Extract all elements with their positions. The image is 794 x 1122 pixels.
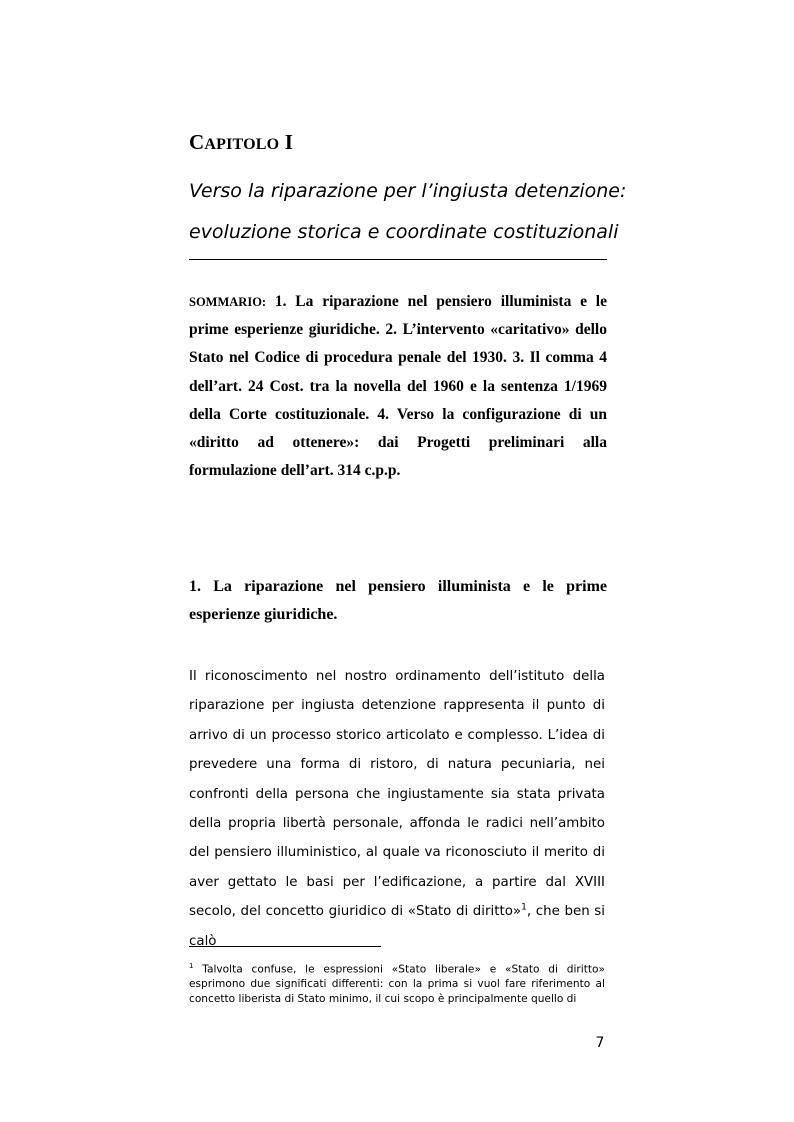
title-divider: [189, 259, 607, 260]
summary-text: 1. La riparazione nel pensiero illuminista e le prime esperienze giuridiche. 2. L’intervento «caritativo» dello Stato nel Codice di procedura penale del 1930. 3. Il comma 4 dell’art. 24 Cost. tra la novella del 1960 e la sentenza 1/1969 della Corte costituzionale. 4. Verso la configurazione di un «diritto ad ottenere»: dai Progetti preliminari alla formulazione dell’art. 314 c.p.p.: [189, 293, 607, 480]
footnote-number: 1: [189, 962, 194, 970]
summary: [189, 288, 607, 485]
footnote-text: Talvolta confuse, le espressioni «Stato liberale» e «Stato di diritto» esprimono due significati differenti: con la prima si vuol fare riferimento al concetto liberista di Stato minimo, il cui scopo è principalmente quello di: [189, 963, 605, 1005]
page-number: 7: [595, 1035, 605, 1051]
chapter-title-line-1: Verso la riparazione per l’ingiusta detenzione:: [189, 180, 627, 202]
body-text: Il riconoscimento nel nostro ordinamento dell’istituto della riparazione per ingiusta detenzione rappresenta il punto di arrivo di un processo storico articolato e complesso. L’idea di prevedere una forma di ristoro, di natura pecuniaria, nei confronti della persona che ingiustamente sia stata privata della propria libertà personale, affonda le radici nell’ambito del pensiero illuministico, al quale va riconosciuto il merito di aver gettato le basi per l’edificazione, a partire dal XVIII secolo, del concetto giuridico di «Stato di diritto»: [189, 669, 605, 920]
chapter-initial: C: [189, 130, 205, 154]
chapter-title-line-2: evoluzione storica e coordinate costituzionali: [189, 221, 619, 243]
body-text-tail: , che ben si calò: [189, 904, 605, 949]
chapter-numeral: I: [284, 130, 294, 154]
footnote-divider: [189, 946, 381, 947]
footnote: [189, 959, 605, 1006]
chapter-heading: [189, 130, 293, 155]
summary-label: SOMMARIO:: [189, 295, 267, 309]
chapter-word: APITOLO: [204, 136, 280, 153]
footnote-reference[interactable]: 1: [521, 902, 527, 913]
body-paragraph: [189, 662, 605, 956]
section-heading: 1. La riparazione nel pensiero illuminista e le prime esperienze giuridiche.: [189, 578, 607, 623]
